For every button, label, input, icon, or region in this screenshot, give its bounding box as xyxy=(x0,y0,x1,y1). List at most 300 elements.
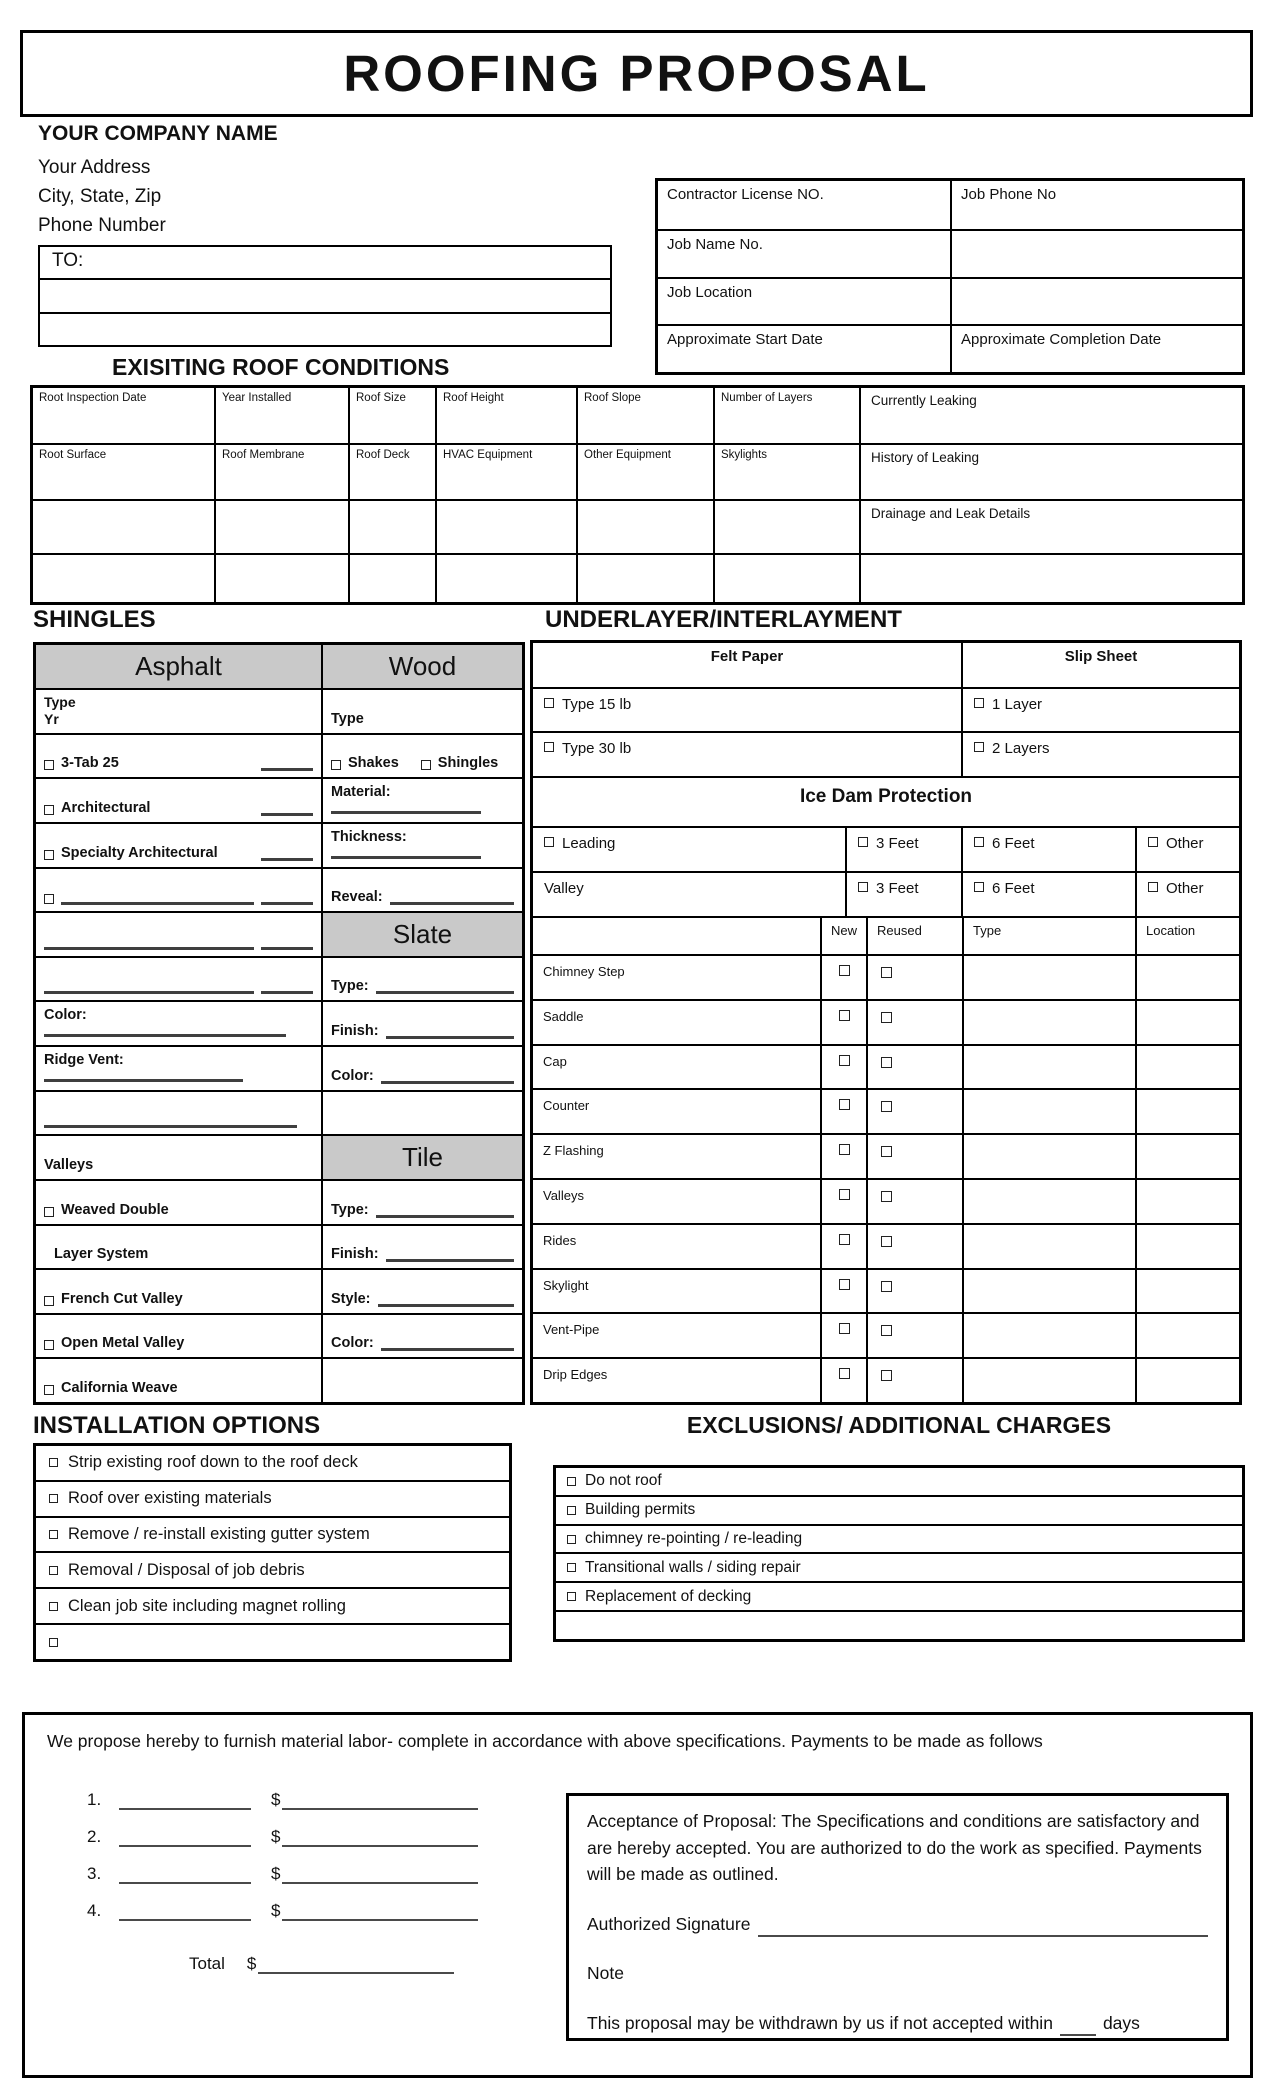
chimney-repointing-checkbox[interactable] xyxy=(567,1535,576,1544)
slip-sheet-header: Slip Sheet xyxy=(961,643,1239,687)
flashing-location-field[interactable] xyxy=(1135,1314,1239,1357)
year-installed-field[interactable] xyxy=(214,388,348,443)
write-in-line[interactable] xyxy=(261,807,313,816)
asphalt-color-cell[interactable] xyxy=(36,1000,321,1045)
shakes-label: Shakes xyxy=(348,755,399,772)
withdrawal-text-after: days xyxy=(1102,2012,1140,2033)
valley-option xyxy=(533,873,845,916)
flashing-row-vent-pipe xyxy=(533,1312,1239,1357)
tile-type-label: Type: xyxy=(331,1201,369,1218)
write-in-line[interactable] xyxy=(331,806,481,814)
slate-finish-cell[interactable] xyxy=(321,1000,522,1045)
roof-deck-label: Roof Deck xyxy=(356,449,410,461)
leading-option xyxy=(533,828,845,871)
exclusion-option-blank xyxy=(556,1610,1242,1639)
erc-blank-cell[interactable] xyxy=(576,499,713,553)
hvac-equipment-label: HVAC Equipment xyxy=(443,449,533,461)
roof-size-field[interactable] xyxy=(348,388,435,443)
signature-row xyxy=(587,1911,1208,1938)
erc-blank-cell[interactable] xyxy=(713,553,859,602)
reused-checkbox[interactable] xyxy=(881,1101,892,1112)
slate-type-cell[interactable] xyxy=(321,956,522,1001)
flashing-type-field[interactable] xyxy=(962,1135,1135,1178)
flashing-type-field[interactable] xyxy=(962,1001,1135,1044)
write-in-line[interactable] xyxy=(61,896,254,905)
wood-reveal-cell[interactable] xyxy=(321,867,522,912)
write-in-line[interactable] xyxy=(378,1298,515,1307)
flashing-header-row xyxy=(533,916,1239,954)
history-of-leaking-label: History of Leaking xyxy=(871,450,980,465)
reused-checkbox[interactable] xyxy=(881,1370,892,1381)
6-feet-label: 6 Feet xyxy=(992,835,1035,852)
completion-date-field[interactable] xyxy=(950,324,1242,372)
job-phone-label: Job Phone No xyxy=(961,186,1057,203)
skylights-field[interactable] xyxy=(713,443,859,499)
felt-paper-header: Felt Paper xyxy=(710,648,784,665)
to-field-line-3[interactable] xyxy=(40,312,610,345)
specialty-architectural-label: Specialty Architectural xyxy=(61,844,218,861)
leading-6-feet-option xyxy=(961,828,1135,871)
flashing-item-label: Saddle xyxy=(543,1008,584,1024)
1-layer-checkbox[interactable] xyxy=(974,698,984,708)
payment-number: 4. xyxy=(87,1901,102,1920)
3-tab-25-label: 3-Tab 25 xyxy=(61,755,119,772)
flashing-row-valleys xyxy=(533,1178,1239,1223)
flashing-location-field[interactable] xyxy=(1135,1046,1239,1089)
california-weave-label: California Weave xyxy=(61,1380,178,1396)
installation-option xyxy=(36,1446,509,1480)
currency-symbol: $ xyxy=(271,1901,281,1920)
installation-option-label: Removal / Disposal of job debris xyxy=(68,1560,305,1579)
flashing-type-field[interactable] xyxy=(962,1270,1135,1313)
flashing-col-new: New xyxy=(820,918,866,954)
other-checkbox[interactable] xyxy=(1148,882,1158,892)
payment-description-line[interactable] xyxy=(119,1872,251,1884)
weaved-double-checkbox[interactable] xyxy=(44,1207,54,1217)
flashing-item-label: Vent-Pipe xyxy=(543,1322,600,1338)
note-label: Note xyxy=(587,1963,624,1983)
section-heading-underlayment: UNDERLAYER/INTERLAYMENT xyxy=(545,606,902,633)
6-feet-label: 6 Feet xyxy=(992,880,1035,897)
new-checkbox[interactable] xyxy=(839,1055,850,1066)
blank-option-checkbox[interactable] xyxy=(49,1638,58,1647)
payment-schedule xyxy=(87,1773,478,1974)
exclusion-option xyxy=(556,1524,1242,1553)
payment-total-row xyxy=(87,1937,478,1974)
flashing-type-field[interactable] xyxy=(962,1180,1135,1223)
installation-option-label: Remove / re-install existing gutter system xyxy=(68,1525,370,1544)
tile-blank-cell[interactable] xyxy=(321,1357,522,1402)
french-cut-valley-checkbox[interactable] xyxy=(44,1296,54,1306)
installation-option-label: Roof over existing materials xyxy=(68,1489,272,1508)
asphalt-ridge-vent-cell[interactable] xyxy=(36,1045,321,1090)
currency-symbol: $ xyxy=(246,1954,257,1973)
asphalt-type-label: Type xyxy=(44,694,76,710)
number-of-layers-field[interactable] xyxy=(713,388,859,443)
payment-amount-line[interactable] xyxy=(282,1798,478,1810)
new-checkbox[interactable] xyxy=(839,1144,850,1155)
layer-system-label: Layer System xyxy=(54,1246,149,1263)
valley-other-option xyxy=(1135,873,1239,916)
history-of-leaking-field[interactable] xyxy=(859,443,1242,499)
installation-option-label: Strip existing roof down to the roof deck xyxy=(68,1453,358,1472)
signature-line[interactable] xyxy=(758,1927,1208,1937)
open-metal-valley-checkbox[interactable] xyxy=(44,1340,54,1350)
california-weave-checkbox[interactable] xyxy=(44,1385,54,1395)
3-feet-checkbox[interactable] xyxy=(858,882,868,892)
company-phone: Phone Number xyxy=(38,215,166,236)
job-info-table xyxy=(655,178,1245,375)
tile-style-label: Style: xyxy=(331,1290,371,1307)
payment-description-line[interactable] xyxy=(119,1798,251,1810)
remove-reinstall-gutter-checkbox[interactable] xyxy=(49,1530,58,1539)
currently-leaking-label: Currently Leaking xyxy=(871,393,977,408)
payment-description-line[interactable] xyxy=(119,1909,251,1921)
to-box xyxy=(38,245,612,347)
leading-checkbox[interactable] xyxy=(544,837,554,847)
flashing-type-field[interactable] xyxy=(962,1359,1135,1402)
valley-6-feet-option xyxy=(961,873,1135,916)
section-heading-exclusions: EXCLUSIONS/ ADDITIONAL CHARGES xyxy=(686,1412,1112,1438)
valley-option-french-cut xyxy=(36,1268,321,1313)
section-heading-existing-roof: EXISITING ROOF CONDITIONS xyxy=(112,354,450,380)
1-layer-label: 1 Layer xyxy=(992,696,1043,713)
asphalt-option-architectural xyxy=(36,777,321,822)
valley-option-open-metal xyxy=(36,1313,321,1358)
reused-checkbox[interactable] xyxy=(881,1236,892,1247)
underlayment-table xyxy=(530,640,1242,1405)
payment-amount-line[interactable] xyxy=(282,1872,478,1884)
open-metal-valley-label: Open Metal Valley xyxy=(61,1335,185,1352)
to-label: TO: xyxy=(52,250,84,271)
root-surface-field[interactable] xyxy=(33,443,214,499)
wood-header: Wood xyxy=(321,645,522,688)
flashing-item-label: Counter xyxy=(543,1098,590,1114)
write-in-line[interactable] xyxy=(44,985,254,994)
start-date-label: Approximate Start Date xyxy=(667,331,823,349)
installation-option-label: Clean job site including magnet rolling xyxy=(68,1596,346,1615)
currently-leaking-field[interactable] xyxy=(859,388,1242,443)
exclusion-option xyxy=(556,1495,1242,1524)
number-of-layers-label: Number of Layers xyxy=(721,392,813,404)
do-not-roof-checkbox[interactable] xyxy=(567,1477,576,1486)
erc-blank-cell[interactable] xyxy=(713,499,859,553)
slip-2-layers-option xyxy=(961,733,1239,776)
erc-blank-cell[interactable] xyxy=(214,499,348,553)
tile-finish-label: Finish: xyxy=(331,1246,379,1263)
exclusion-option-label: chimney re-pointing / re-leading xyxy=(585,1530,803,1548)
felt-type-30-option xyxy=(533,733,961,776)
withdrawal-days-line[interactable] xyxy=(1060,2026,1096,2036)
flashing-location-field[interactable] xyxy=(1135,1180,1239,1223)
new-checkbox[interactable] xyxy=(839,1323,850,1334)
write-in-line[interactable] xyxy=(261,941,313,950)
asphalt-blank-option-line xyxy=(36,956,321,1001)
tile-style-cell[interactable] xyxy=(321,1268,522,1313)
payment-amount-line[interactable] xyxy=(282,1835,478,1847)
transitional-walls-checkbox[interactable] xyxy=(567,1563,576,1572)
flashing-row-saddle xyxy=(533,999,1239,1044)
write-in-line[interactable] xyxy=(331,851,481,859)
new-checkbox[interactable] xyxy=(839,1279,850,1290)
6-feet-checkbox[interactable] xyxy=(974,882,984,892)
root-inspection-date-field[interactable] xyxy=(33,388,214,443)
flashing-location-field[interactable] xyxy=(1135,1090,1239,1133)
write-in-line[interactable] xyxy=(261,896,313,905)
leading-other-option xyxy=(1135,828,1239,871)
strip-existing-roof-checkbox[interactable] xyxy=(49,1458,58,1467)
job-name-field[interactable] xyxy=(658,229,950,277)
3-feet-label: 3 Feet xyxy=(876,880,919,897)
asphalt-yr-label: Yr xyxy=(44,711,59,727)
payment-row-3 xyxy=(87,1847,478,1884)
other-equipment-label: Other Equipment xyxy=(584,449,671,461)
leading-label: Leading xyxy=(562,835,616,852)
year-installed-label: Year Installed xyxy=(222,392,292,404)
flashing-location-field[interactable] xyxy=(1135,1135,1239,1178)
drainage-leak-details-label: Drainage and Leak Details xyxy=(871,506,1031,521)
3-tab-25-checkbox[interactable] xyxy=(44,760,54,770)
start-date-field[interactable] xyxy=(658,324,950,372)
flashing-item-label: Z Flashing xyxy=(543,1143,604,1159)
company-address: Your Address xyxy=(38,157,151,178)
write-in-line[interactable] xyxy=(376,1209,514,1218)
thickness-label: Thickness: xyxy=(331,828,407,845)
write-in-line[interactable] xyxy=(44,1074,243,1082)
hvac-equipment-field[interactable] xyxy=(435,443,576,499)
erc-blank-cell[interactable] xyxy=(33,499,214,553)
new-checkbox[interactable] xyxy=(839,1010,850,1021)
write-in-line[interactable] xyxy=(44,941,254,950)
architectural-checkbox[interactable] xyxy=(44,805,54,815)
write-in-line[interactable] xyxy=(386,1253,514,1262)
existing-roof-table xyxy=(30,385,1245,605)
write-in-line[interactable] xyxy=(261,762,313,771)
ice-dam-protection-header: Ice Dam Protection xyxy=(533,776,1239,826)
flashing-type-field[interactable] xyxy=(962,1090,1135,1133)
reused-checkbox[interactable] xyxy=(881,1325,892,1336)
roof-over-existing-checkbox[interactable] xyxy=(49,1494,58,1503)
tile-color-cell[interactable] xyxy=(321,1313,522,1358)
replacement-decking-checkbox[interactable] xyxy=(567,1592,576,1601)
specialty-architectural-checkbox[interactable] xyxy=(44,850,54,860)
asphalt-valleys-cell xyxy=(36,1134,321,1179)
write-in-line[interactable] xyxy=(44,1029,286,1037)
erc-blank-cell[interactable] xyxy=(348,499,435,553)
flashing-location-field[interactable] xyxy=(1135,1359,1239,1402)
roof-height-label: Roof Height xyxy=(443,392,504,404)
erc-blank-cell[interactable] xyxy=(576,553,713,602)
asphalt-type-yr-cell[interactable] xyxy=(36,688,321,733)
acceptance-text: Acceptance of Proposal: The Specifications and conditions are satisfactory and are hereby accepted. You are authorized to do the work as specified. Payments will be made as outlined. xyxy=(587,1811,1202,1884)
job-phone-field[interactable] xyxy=(950,181,1242,229)
flashing-type-field[interactable] xyxy=(962,956,1135,999)
roof-slope-field[interactable] xyxy=(576,388,713,443)
new-checkbox[interactable] xyxy=(839,965,850,976)
flashing-row-rides xyxy=(533,1223,1239,1268)
completion-date-label: Approximate Completion Date xyxy=(961,331,1162,349)
roof-slope-label: Roof Slope xyxy=(584,392,641,404)
total-amount-line[interactable] xyxy=(258,1962,454,1974)
flashing-item-label: Valleys xyxy=(543,1187,584,1203)
erc-blank-cell[interactable] xyxy=(435,499,576,553)
currency-symbol: $ xyxy=(271,1790,281,1809)
contractor-license-field[interactable] xyxy=(658,181,950,229)
erc-blank-cell[interactable] xyxy=(348,553,435,602)
installation-option-blank xyxy=(36,1623,509,1659)
payment-description-line[interactable] xyxy=(119,1835,251,1847)
flashing-location-field[interactable] xyxy=(1135,1225,1239,1268)
write-in-line[interactable] xyxy=(386,1030,514,1039)
withdrawal-clause xyxy=(587,2010,1208,2037)
write-in-line[interactable] xyxy=(376,985,514,994)
shingles-label: Shingles xyxy=(437,755,499,772)
flashing-item-label: Cap xyxy=(543,1053,567,1069)
underlayment-option-row xyxy=(533,731,1239,776)
flashing-type-field[interactable] xyxy=(962,1046,1135,1089)
architectural-label: Architectural xyxy=(61,799,151,816)
installation-option xyxy=(36,1551,509,1587)
drainage-leak-details-extra-field[interactable] xyxy=(859,553,1242,602)
ridge-vent-label: Ridge Vent: xyxy=(44,1052,124,1068)
type-30lb-checkbox[interactable] xyxy=(544,742,554,752)
write-in-line[interactable] xyxy=(44,1120,297,1128)
flashing-col-reused: Reused xyxy=(866,918,962,954)
new-checkbox[interactable] xyxy=(839,1099,850,1110)
underlayment-header-row xyxy=(533,643,1239,687)
tile-header: Tile xyxy=(321,1134,522,1179)
removal-disposal-debris-checkbox[interactable] xyxy=(49,1566,58,1575)
wood-type-cell[interactable] xyxy=(321,688,522,733)
other-checkbox[interactable] xyxy=(1148,837,1158,847)
type-15lb-checkbox[interactable] xyxy=(544,698,554,708)
slate-type-label: Type: xyxy=(331,978,369,995)
job-location-label: Job Location xyxy=(667,283,753,301)
2-layers-checkbox[interactable] xyxy=(974,742,984,752)
authorized-signature-label: Authorized Signature xyxy=(587,1913,751,1934)
6-feet-checkbox[interactable] xyxy=(974,837,984,847)
reused-checkbox[interactable] xyxy=(881,1191,892,1202)
building-permits-checkbox[interactable] xyxy=(567,1506,576,1515)
3-feet-checkbox[interactable] xyxy=(858,837,868,847)
reused-checkbox[interactable] xyxy=(881,1281,892,1292)
valleys-label: Valleys xyxy=(44,1156,94,1173)
shingles-checkbox[interactable] xyxy=(421,760,431,770)
payment-number: 3. xyxy=(87,1864,102,1883)
reused-checkbox[interactable] xyxy=(881,1146,892,1157)
job-name-value-field[interactable] xyxy=(950,229,1242,277)
acceptance-box xyxy=(566,1793,1229,2041)
flashing-item-label: Chimney Step xyxy=(543,964,625,979)
asphalt-blank-line-cell xyxy=(36,1090,321,1135)
type-30lb-label: Type 30 lb xyxy=(562,740,632,757)
clean-job-site-checkbox[interactable] xyxy=(49,1602,58,1611)
tile-color-label: Color: xyxy=(331,1335,374,1352)
valley-option-weaved-double xyxy=(36,1179,321,1224)
flashing-location-field[interactable] xyxy=(1135,956,1239,999)
wood-material-cell[interactable] xyxy=(321,777,522,822)
proposal-intro-text: We propose hereby to furnish material labor- complete in accordance with above specifications. Payments to be made as follows xyxy=(47,1731,1043,1751)
to-field[interactable] xyxy=(40,247,610,278)
drainage-leak-details-field[interactable] xyxy=(859,499,1242,553)
reused-checkbox[interactable] xyxy=(881,1012,892,1023)
write-in-line[interactable] xyxy=(381,1342,514,1351)
roof-height-field[interactable] xyxy=(435,388,576,443)
flashing-row-drip-edges xyxy=(533,1357,1239,1402)
erc-blank-cell[interactable] xyxy=(33,553,214,602)
exclusion-option-label: Replacement of decking xyxy=(585,1587,752,1605)
page-title: ROOFING PROPOSAL xyxy=(343,45,930,102)
new-checkbox[interactable] xyxy=(839,1189,850,1200)
reused-checkbox[interactable] xyxy=(881,1057,892,1068)
flashing-type-field[interactable] xyxy=(962,1314,1135,1357)
installation-option xyxy=(36,1480,509,1516)
section-heading-shingles: SHINGLES xyxy=(33,606,156,633)
erc-blank-cell[interactable] xyxy=(435,553,576,602)
wood-type-label: Type xyxy=(331,710,364,727)
exclusion-option xyxy=(556,1552,1242,1581)
flashing-type-field[interactable] xyxy=(962,1225,1135,1268)
flashing-row-chimney-step xyxy=(533,954,1239,999)
wood-shakes-shingles-cell xyxy=(321,733,522,778)
2-layers-label: 2 Layers xyxy=(992,740,1050,757)
shingles-table xyxy=(33,642,525,1405)
flashing-location-field[interactable] xyxy=(1135,1270,1239,1313)
payment-number: 2. xyxy=(87,1827,102,1846)
type-15lb-label: Type 15 lb xyxy=(562,696,632,713)
new-checkbox[interactable] xyxy=(839,1368,850,1379)
flashing-col-type: Type xyxy=(962,918,1135,954)
new-checkbox[interactable] xyxy=(839,1234,850,1245)
ice-dam-leading-row xyxy=(533,826,1239,871)
shakes-checkbox[interactable] xyxy=(331,760,341,770)
installation-option xyxy=(36,1587,509,1623)
underlayment-option-row xyxy=(533,687,1239,731)
payment-amount-line[interactable] xyxy=(282,1909,478,1921)
tile-finish-cell[interactable] xyxy=(321,1224,522,1269)
wood-thickness-cell[interactable] xyxy=(321,822,522,867)
exclusion-option xyxy=(556,1468,1242,1495)
currency-symbol: $ xyxy=(271,1827,281,1846)
to-field-line-2[interactable] xyxy=(40,278,610,311)
erc-blank-cell[interactable] xyxy=(214,553,348,602)
payment-number: 1. xyxy=(87,1790,102,1809)
withdrawal-text-before: This proposal may be withdrawn by us if not accepted within xyxy=(587,2012,1053,2033)
payment-row-4 xyxy=(87,1884,478,1921)
roof-deck-field[interactable] xyxy=(348,443,435,499)
roof-membrane-field[interactable] xyxy=(214,443,348,499)
company-name: YOUR COMPANY NAME xyxy=(38,122,278,145)
slate-color-cell[interactable] xyxy=(321,1045,522,1090)
flashing-item-label: Rides xyxy=(543,1232,577,1248)
slate-blank-cell[interactable] xyxy=(321,1090,522,1135)
reused-checkbox[interactable] xyxy=(881,967,892,978)
exclusion-option-label: Building permits xyxy=(585,1501,696,1519)
write-in-line[interactable] xyxy=(261,985,313,994)
job-location-field[interactable] xyxy=(658,277,950,325)
tile-type-cell[interactable] xyxy=(321,1179,522,1224)
job-location-value-field[interactable] xyxy=(950,277,1242,325)
write-in-line[interactable] xyxy=(261,852,313,861)
job-name-label: Job Name No. xyxy=(667,235,763,253)
custom-option-checkbox[interactable] xyxy=(44,894,54,904)
other-equipment-field[interactable] xyxy=(576,443,713,499)
write-in-line[interactable] xyxy=(381,1075,514,1084)
material-label: Material: xyxy=(331,784,391,801)
skylights-label: Skylights xyxy=(721,449,768,461)
flashing-location-field[interactable] xyxy=(1135,1001,1239,1044)
write-in-line[interactable] xyxy=(390,896,514,905)
